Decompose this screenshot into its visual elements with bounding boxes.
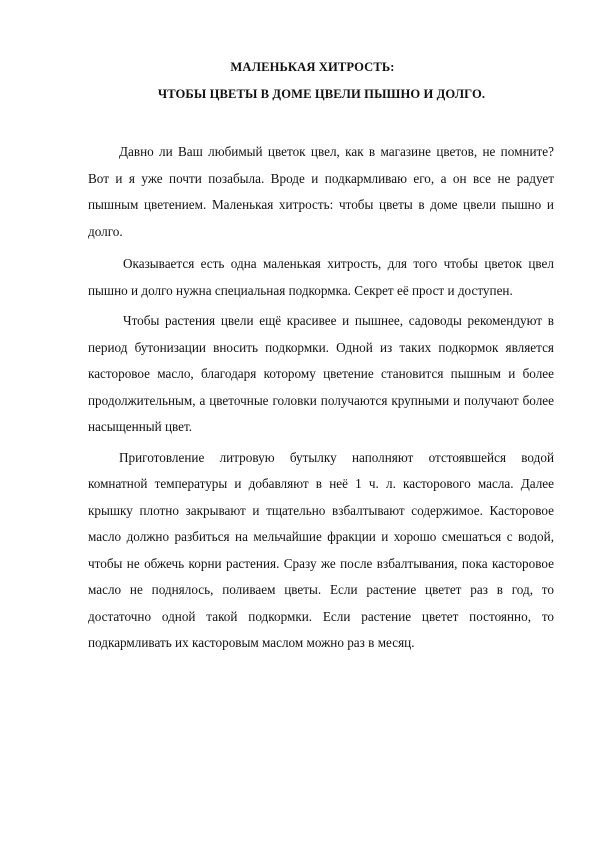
- paragraph-2: Оказывается есть одна маленькая хитрость, для того чтобы цветок цвел пышно и долго нужна специальная подкормка. Секрет её прост и доступен.: [88, 256, 554, 298]
- document-body: [88, 139, 554, 657]
- paragraph-4: Приготовление литровую бутылку наполняют отстоявшейся водой комнатной температуры и добавляют в неё 1 ч. л. касторового масла. Далее крышку плотно закрывают и тщательно взбалтывают содержимое. Касторовое масло должно разбиться на мельчайшие фракции и хорошо смешаться с водой, чтобы не обжечь корни растения. Сразу же после взбалтывания, пока касторовое масло не поднялось, поливаем цветы. Если растение цветет раз в год, то достаточно одной такой подкормки. Если растение цветет постоянно, то подкармливать их касторовым маслом можно раз в месяц.: [88, 449, 554, 650]
- paragraph-3: Чтобы растения цвели ещё красивее и пышнее, садоводы рекомендуют в период бутонизации вносить подкормки. Одной из таких подкормок является касторовое масло, благодаря которому цветение становится пышным и более продолжительным, а цветочные головки получаются крупными и получают более насыщенный цвет.: [88, 313, 554, 434]
- paragraph-1: Давно ли Ваш любимый цветок цвел, как в магазине цветов, не помните? Вот и я уже почти позабыла. Вроде и подкармливаю его, а он все не радует пышным цветением. Маленькая хитрость: чтобы цветы в доме цвели пышно и долго.: [88, 144, 554, 239]
- document-title-line-2: ЧТОБЫ ЦВЕТЫ В ДОМЕ ЦВЕЛИ ПЫШНО И ДОЛГО.: [157, 87, 486, 101]
- document-title-line-1: МАЛЕНЬКАЯ ХИТРОСТЬ:: [230, 60, 395, 74]
